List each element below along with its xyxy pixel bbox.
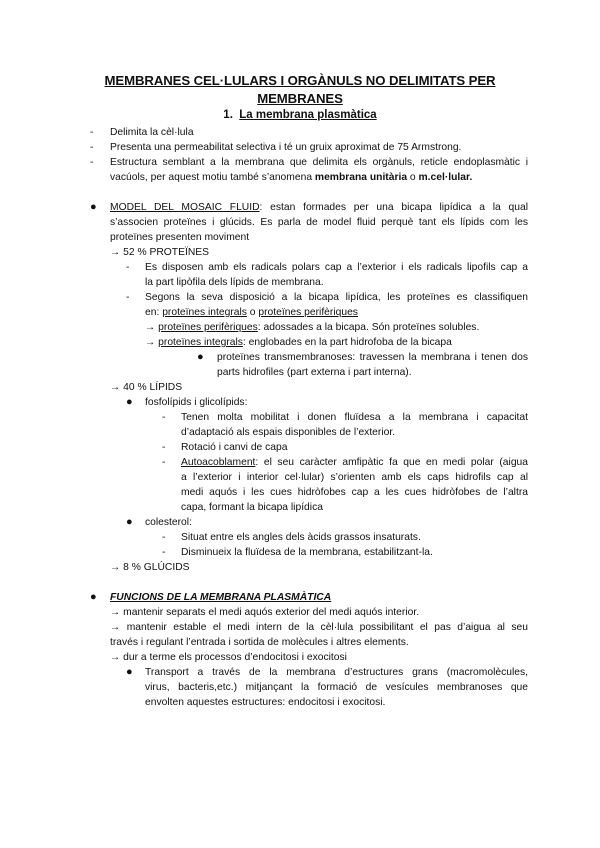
transmembrane-line1: proteïnes transmembranoses: travessen la membrana i tenen dos xyxy=(217,352,528,363)
dash-marker: - xyxy=(126,292,130,303)
function-2-line1: → mantenir estable el medi intern de la cèl·lula possibilitant el pas d’aigua al seu xyxy=(110,622,528,633)
bold-term: m.cel·lular. xyxy=(418,172,473,183)
bullet-icon: ● xyxy=(197,351,204,363)
transport-line1: Transport a través de la membrana d’estructures grans (macromolècules, xyxy=(145,667,528,678)
transmembrane-line2: parts hidrofiles (part externa i part interna). xyxy=(217,367,412,378)
integral-proteins-line xyxy=(145,335,452,350)
intro-text: o xyxy=(407,172,419,183)
functions-header xyxy=(110,590,331,605)
bullet-icon: ● xyxy=(126,516,133,528)
model-label: MODEL DEL MOSAIC FLUID xyxy=(110,202,260,213)
model-line1 xyxy=(110,200,528,215)
selfassembly-label: Autoacoblament xyxy=(181,457,256,468)
dash-marker: - xyxy=(126,262,130,273)
transport-line2: virus, bacteris,etc.) mitjançant la formació de vesícules membranoses que xyxy=(145,682,528,693)
proteins-header: → 52 % PROTEÏNES xyxy=(110,247,209,258)
peripheral-proteins-label: proteïnes perifèriques xyxy=(158,322,258,333)
lipids-header: → 40 % LÍPIDS xyxy=(110,382,183,393)
proteins-a-line2: la part lipòfila dels lípids de membrana. xyxy=(145,277,324,288)
document-title-line1: MEMBRANES CEL·LULARS I ORGÀNULS NO DELIMITATS PER xyxy=(104,73,496,88)
cholesterol-item-1: Situat entre els angles dels àcids grassos insaturats. xyxy=(181,532,421,543)
dash-marker: - xyxy=(90,142,94,153)
selfassembly-line2: a l’exterior i interior cel·lular) s’orienten amb els caps hidrofils cap al xyxy=(181,472,528,483)
intro-item-3-line1: Estructura semblant a la membrana que delimita els orgànuls, reticle endoplasmàtic i xyxy=(110,157,528,168)
phospholipids-label: fosfolípids i glicolípids: xyxy=(145,397,248,408)
functions-title: FUNCIONS DE LA MEMBRANA PLASMÀTICA xyxy=(110,592,332,603)
dash-marker: - xyxy=(162,442,166,453)
bold-term: membrana unitària xyxy=(314,172,408,183)
bullet-icon: ● xyxy=(126,396,133,408)
proteins-b-line1: Segons la seva disposició a la bicapa lipídica, les proteïnes es classifiquen xyxy=(145,292,528,303)
proteins-term: proteïnes perifèriques xyxy=(258,307,358,318)
cholesterol-item-2: Disminueix la fluïdesa de la membrana, estabilitzant-la. xyxy=(181,547,433,558)
section-heading xyxy=(0,108,600,123)
integral-proteins-text: : englobades en la part hidrofoba de la bicapa xyxy=(242,337,452,348)
mobility-line1: Tenen molta mobilitat i donen fluïdesa a la membrana i capacitat xyxy=(181,412,528,423)
proteins-b-line2 xyxy=(145,305,358,320)
proteins-term: proteïnes integrals xyxy=(162,307,247,318)
selfassembly-line3: medi aquós i les cues hidròfobes cap a les cues hidròfobes de l’altra xyxy=(181,487,528,498)
function-1: → mantenir separats el medi aquós exterior del medi aquós interior. xyxy=(110,607,420,618)
intro-item-3-line2 xyxy=(110,170,472,185)
intro-item-1: Delimita la cèl·lula xyxy=(110,127,194,138)
mobility-line2: d’adaptació als espais disponibles de l’exterior. xyxy=(181,427,396,438)
dash-marker: - xyxy=(162,457,166,468)
model-text: : estan formades per una bicapa lipídica a la qual xyxy=(259,202,528,213)
integral-proteins-label: proteïnes integrals xyxy=(158,337,243,348)
function-2-line2: través i regulant l’entrada i sortida de molècules i altres elements. xyxy=(110,637,409,648)
dash-marker: - xyxy=(162,532,166,543)
document-title-line2: MEMBRANES xyxy=(257,91,343,106)
selfassembly-line4: capa, formant la bicapa lipídica xyxy=(181,502,323,513)
cholesterol-label: colesterol: xyxy=(145,517,192,528)
peripheral-proteins-text: : adossades a la bicapa. Són proteïnes solubles. xyxy=(257,322,480,333)
selfassembly-line1 xyxy=(181,455,528,470)
intro-item-2: Presenta una permeabilitat selectiva i té un gruix aproximat de 75 Armstrong. xyxy=(110,142,462,153)
arrow-text: → xyxy=(145,337,159,348)
dash-marker: - xyxy=(90,127,94,138)
dash-marker: - xyxy=(162,547,166,558)
rotation-line: Rotació i canvi de capa xyxy=(181,442,288,453)
proteins-a-line1: Es disposen amb els radicals polars cap a l’exterior i els radicals lipofils cap a xyxy=(145,262,528,273)
intro-text: vacúols, per aquest motiu també s’anomena xyxy=(110,172,315,183)
bullet-icon: ● xyxy=(90,201,97,213)
dash-marker: - xyxy=(162,412,166,423)
glucids-header: → 8 % GLÚCIDS xyxy=(110,562,190,573)
bullet-icon: ● xyxy=(126,666,133,678)
arrow-text: → xyxy=(145,322,159,333)
bullet-icon: ● xyxy=(90,591,97,603)
model-line3: proteïnes presenten moviment xyxy=(110,232,250,243)
proteins-text: en: xyxy=(145,307,163,318)
transport-line3: envolten aquestes estructures: endocitosi i exocitosi. xyxy=(145,697,386,708)
proteins-text: o xyxy=(246,307,259,318)
model-line2: s’associen proteïnes i glúcids. Es parla de model fluid perquè tant els lípids com les xyxy=(110,217,528,228)
dash-marker: - xyxy=(90,157,94,168)
function-3: → dur a terme els processos d’endocitosi i exocitosi xyxy=(110,652,347,663)
peripheral-proteins-line xyxy=(145,320,479,335)
section-number: 1. xyxy=(223,109,233,121)
section-title: La membrana plasmàtica xyxy=(239,109,377,121)
selfassembly-text: : el seu caràcter amfipàtic fa que en medi polar (aigua xyxy=(255,457,528,468)
